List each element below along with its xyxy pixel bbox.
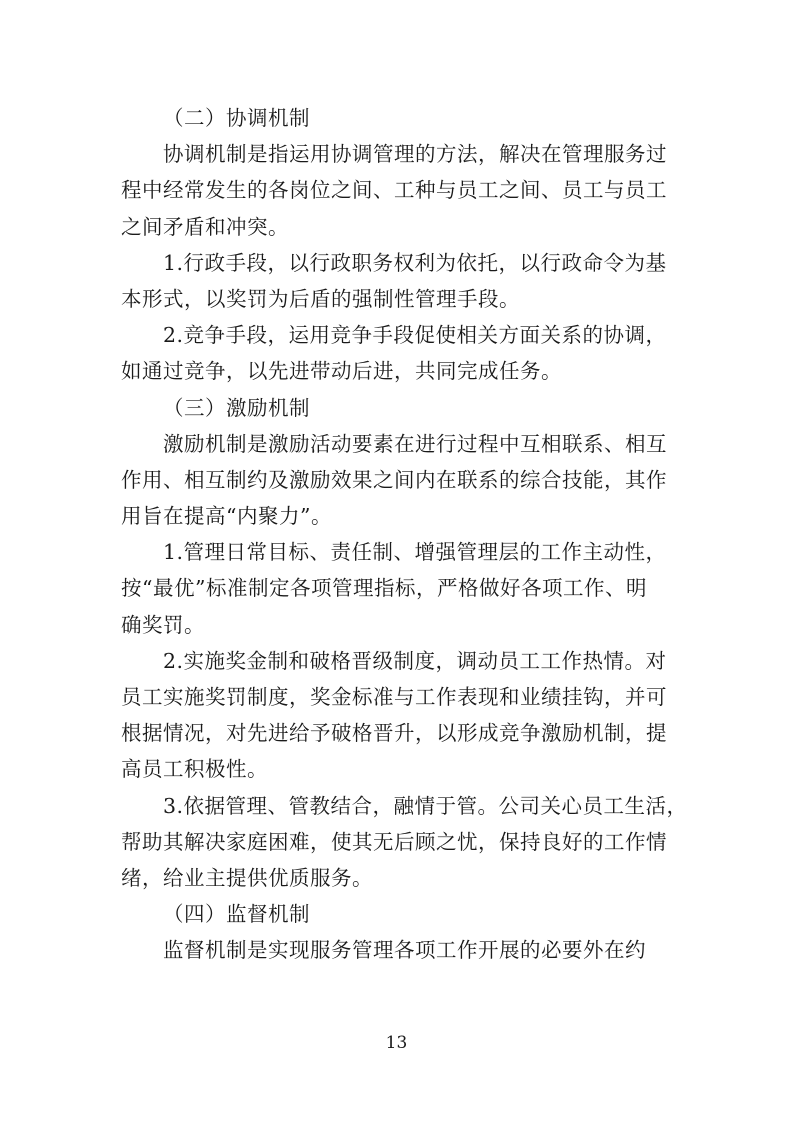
paragraph-line: 用旨在提高“内聚力”。 [121, 504, 332, 529]
paragraph-line: 1.行政手段，以行政职务权利为依托，以行政命令为基 [163, 250, 667, 275]
paragraph-line: 2.竞争手段，运用竞争手段促使相关方面关系的协调， [163, 323, 667, 348]
paragraph-line: 绪，给业主提供优质服务。 [121, 865, 373, 890]
paragraph-line: 2.实施奖金制和破格晋级制度，调动员工工作热情。对 [163, 648, 667, 673]
paragraph-supervision-definition [121, 932, 673, 968]
page-number: 13 [385, 1033, 408, 1053]
paragraph-line: 本形式，以奖罚为后盾的强制性管理手段。 [121, 286, 520, 311]
heading-line: （三）激励机制 [163, 395, 310, 420]
document-body [121, 100, 688, 969]
paragraph-coordination-definition [121, 136, 673, 245]
paragraph-line: 高员工积极性。 [121, 757, 268, 782]
paragraph-coordination-item-1 [121, 245, 673, 317]
paragraph-incentive-definition [121, 426, 673, 535]
paragraph-line: 激励机制是激励活动要素在进行过程中互相联系、相互 [163, 431, 667, 456]
paragraph-line: 按“最优”标准制定各项管理指标，严格做好各项工作、明 [121, 576, 647, 601]
paragraph-line: 1.管理日常目标、责任制、增强管理层的工作主动性， [163, 540, 667, 565]
heading-line: （二）协调机制 [163, 106, 310, 130]
paragraph-line: 之间矛盾和冲突。 [121, 214, 289, 239]
paragraph-coordination-item-2 [121, 317, 673, 389]
paragraph-incentive-item-2 [121, 643, 673, 788]
paragraph-line: 作用、相互制约及激励效果之间内在联系的综合技能，其作 [121, 467, 667, 492]
paragraph-line: 监督机制是实现服务管理各项工作开展的必要外在约 [163, 938, 646, 963]
section-heading-supervision [121, 896, 673, 932]
paragraph-line: 程中经常发生的各岗位之间、工种与员工之间、员工与员工 [121, 178, 667, 203]
section-heading-incentive [121, 390, 673, 426]
paragraph-incentive-item-1 [121, 534, 673, 643]
paragraph-line: 确奖罚。 [121, 612, 205, 637]
heading-line: （四）监督机制 [163, 902, 310, 927]
paragraph-line: 如通过竞争，以先进带动后进，共同完成任务。 [121, 359, 562, 384]
section-heading-coordination [121, 100, 673, 136]
paragraph-incentive-item-3 [121, 788, 688, 897]
paragraph-line: 帮助其解决家庭困难，使其无后顾之忧，保持良好的工作情 [121, 829, 667, 854]
paragraph-line: 3.依据管理、管教结合，融情于管。公司关心员工生活， [163, 793, 688, 818]
paragraph-line: 员工实施奖罚制度，奖金标准与工作表现和业绩挂钩，并可 [121, 685, 667, 709]
paragraph-line: 根据情况，对先进给予破格晋升，以形成竞争激励机制，提 [121, 721, 667, 746]
paragraph-line: 协调机制是指运用协调管理的方法，解决在管理服务过 [163, 142, 667, 167]
